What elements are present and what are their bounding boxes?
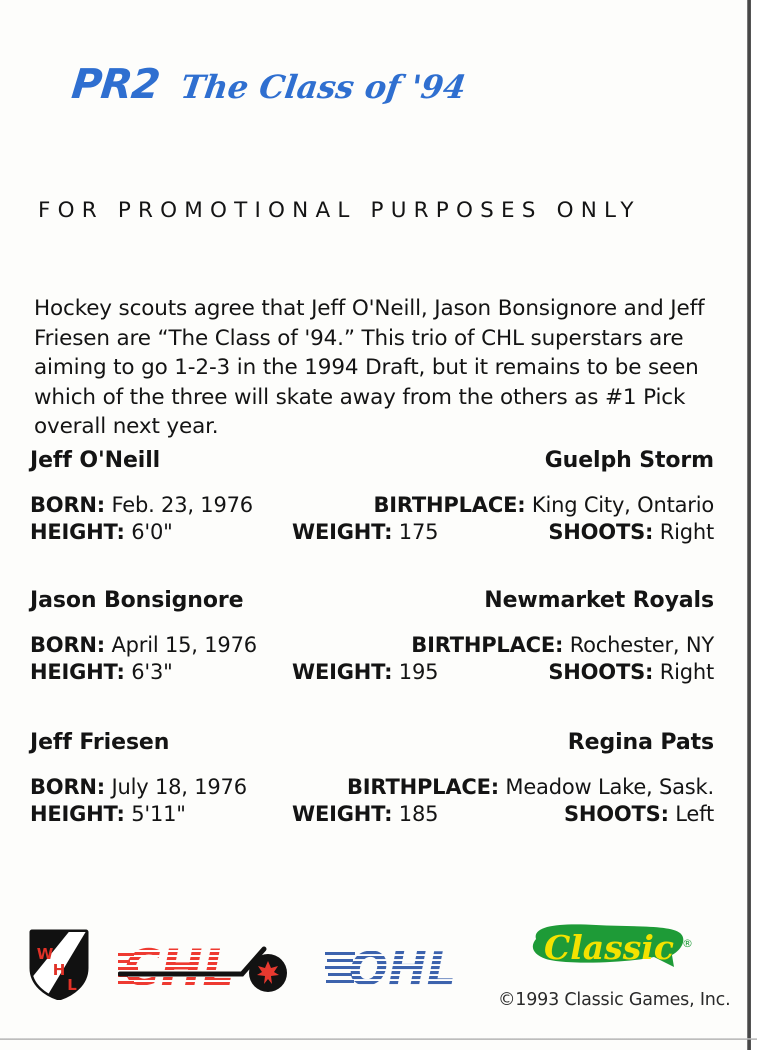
height-label: HEIGHT: — [30, 660, 125, 684]
scan-edge-right-outer — [751, 0, 757, 1050]
svg-text:W: W — [36, 945, 54, 963]
born-value: Feb. 23, 1976 — [111, 493, 253, 517]
league-logo-strip — [0, 915, 757, 1025]
shoots-field — [504, 660, 714, 684]
height-label: HEIGHT: — [30, 802, 125, 826]
weight-field — [292, 802, 504, 826]
height-value: 6'0" — [131, 520, 173, 544]
height-label: HEIGHT: — [30, 520, 125, 544]
player-name: Jeff Friesen — [30, 730, 170, 755]
player-stats-row-1 — [30, 493, 714, 517]
born-label: BORN: — [30, 775, 106, 799]
birthplace-label: BIRTHPLACE: — [373, 493, 526, 517]
player-team: Regina Pats — [567, 730, 714, 755]
scan-edge-bottom — [0, 1038, 757, 1040]
player-team: Guelph Storm — [544, 448, 714, 473]
born-field — [30, 633, 320, 657]
player-name: Jason Bonsignore — [30, 588, 244, 613]
born-label: BORN: — [30, 493, 106, 517]
promotional-notice: FOR PROMOTIONAL PURPOSES ONLY — [38, 198, 641, 223]
born-field — [30, 493, 320, 517]
player-name-row — [30, 448, 714, 473]
chl-logo-icon — [118, 937, 293, 999]
born-field — [30, 775, 320, 799]
birthplace-value: Rochester, NY — [569, 633, 714, 657]
height-value: 5'11" — [131, 802, 186, 826]
shoots-value: Right — [659, 520, 714, 544]
birthplace-field — [320, 633, 714, 657]
height-field — [30, 802, 292, 826]
player-stats-row-2 — [30, 520, 714, 544]
shoots-label: SHOOTS: — [548, 520, 654, 544]
shoots-label: SHOOTS: — [548, 660, 654, 684]
weight-value: 185 — [398, 802, 439, 826]
series-title: The Class of '94 — [178, 68, 469, 106]
birthplace-value: Meadow Lake, Sask. — [505, 775, 714, 799]
shoots-field — [504, 520, 714, 544]
svg-text:®: ® — [682, 937, 693, 950]
height-value: 6'3" — [131, 660, 173, 684]
card-blurb: Hockey scouts agree that Jeff O'Neill, Jason Bonsignore and Jeff Friesen are “The Class of '94.” This trio of CHL superstars are aiming to go 1-2-3 in the 1994 Draft, but it remains to be seen which of the three will skate away from the others as #1 Pick overall next year. — [34, 296, 705, 439]
weight-label: WEIGHT: — [292, 520, 393, 544]
ohl-logo-icon — [325, 941, 483, 995]
player-block — [30, 448, 714, 544]
whl-logo-icon — [28, 928, 90, 1000]
player-stats-row-1 — [30, 775, 714, 799]
birthplace-label: BIRTHPLACE: — [411, 633, 564, 657]
copyright-text: ©1993 Classic Games, Inc. — [498, 990, 731, 1010]
svg-text:Classic: Classic — [544, 928, 674, 967]
born-value: July 18, 1976 — [111, 775, 247, 799]
shoots-value: Left — [675, 802, 714, 826]
weight-field — [292, 660, 504, 684]
weight-label: WEIGHT: — [292, 802, 393, 826]
classic-logo-icon — [522, 921, 702, 977]
height-field — [30, 520, 292, 544]
weight-value: 175 — [398, 520, 439, 544]
player-name-row — [30, 588, 714, 613]
player-block — [30, 730, 714, 826]
card-number: PR2 — [69, 60, 162, 108]
player-name: Jeff O'Neill — [30, 448, 161, 473]
weight-label: WEIGHT: — [292, 660, 393, 684]
player-stats-row-2 — [30, 660, 714, 684]
birthplace-field — [320, 493, 714, 517]
svg-text:H: H — [52, 961, 66, 979]
shoots-field — [504, 802, 714, 826]
weight-field — [292, 520, 504, 544]
player-stats-row-1 — [30, 633, 714, 657]
svg-text:L: L — [67, 976, 77, 994]
born-value: April 15, 1976 — [111, 633, 257, 657]
player-block — [30, 588, 714, 684]
card-header — [69, 60, 469, 108]
shoots-label: SHOOTS: — [563, 802, 669, 826]
weight-value: 195 — [398, 660, 439, 684]
birthplace-field — [320, 775, 714, 799]
shoots-value: Right — [659, 660, 714, 684]
player-name-row — [30, 730, 714, 755]
player-stats-row-2 — [30, 802, 714, 826]
birthplace-label: BIRTHPLACE: — [347, 775, 499, 799]
born-label: BORN: — [30, 633, 106, 657]
birthplace-value: King City, Ontario — [531, 493, 714, 517]
height-field — [30, 660, 292, 684]
player-team: Newmarket Royals — [484, 588, 714, 613]
